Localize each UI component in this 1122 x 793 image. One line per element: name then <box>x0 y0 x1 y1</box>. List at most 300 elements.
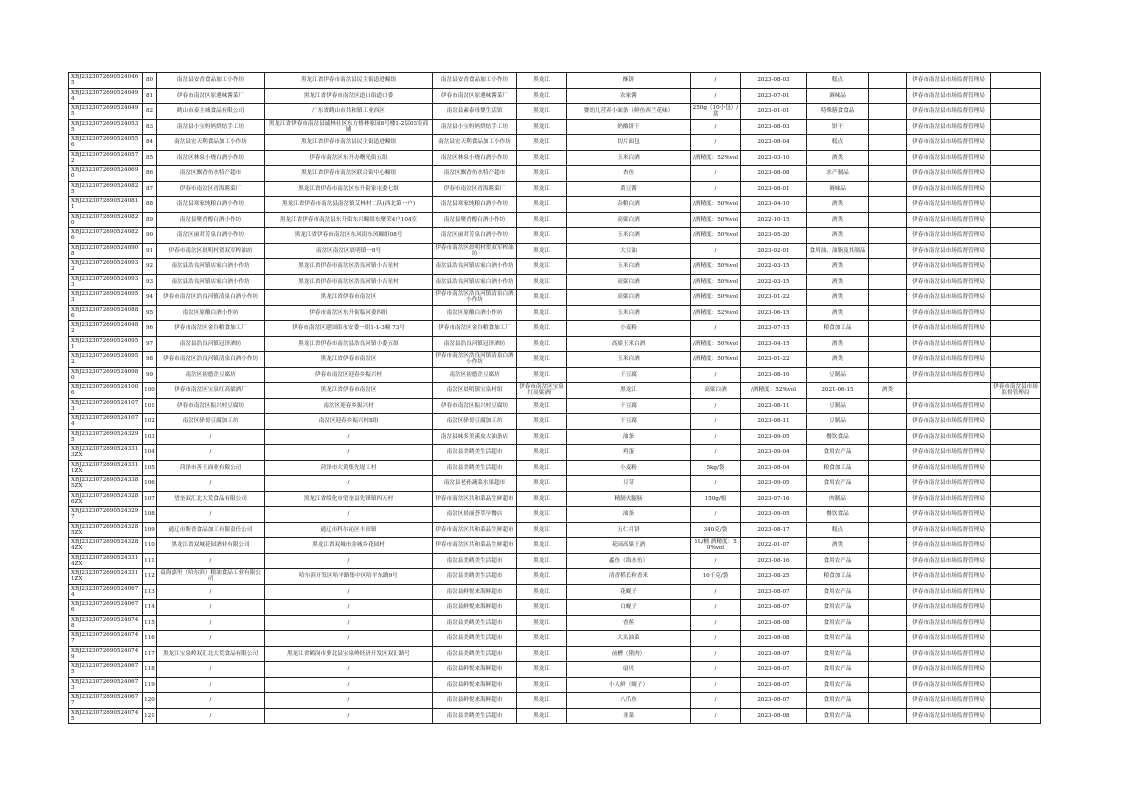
spec-cell: /酒精度：52%vol <box>691 150 741 166</box>
sampled-unit-cell: 南岔县鲜悦来海鲜超市 <box>433 693 517 709</box>
agency-cell: 伊春市南岔县市场监督管理局 <box>907 476 991 492</box>
seq-no-cell: 111 <box>143 553 157 569</box>
production-date-cell: 2022-10-15 <box>741 212 807 228</box>
seq-no-cell: 89 <box>143 212 157 228</box>
producer-name-cell: 南岔区飘香鱼水特产超市 <box>157 166 265 182</box>
sample-id-cell: XBJ23230726905240748 <box>69 615 143 631</box>
production-date-cell: 2023-07-15 <box>741 321 807 337</box>
category-cell: 酒类 <box>807 274 869 290</box>
category-cell: 食用农产品 <box>807 693 869 709</box>
remark-cell <box>991 367 1041 383</box>
category-cell: 食用油、油脂及其制品 <box>807 243 869 259</box>
sampled-unit-cell: 南岔县老孙蔬菜水果超市 <box>433 476 517 492</box>
sample-id-cell: XBJ23230726905240572 <box>69 150 143 166</box>
sampled-unit-cell: 南岔县安香食品加工小作坊 <box>433 73 517 89</box>
category-cell: 糕点 <box>807 73 869 89</box>
blank-cell <box>869 445 907 461</box>
seq-no-cell: 87 <box>143 181 157 197</box>
seq-no-cell: 103 <box>143 429 157 445</box>
sample-id-cell: XBJ23230726905240820 <box>69 212 143 228</box>
product-name-cell: 扇贝 <box>567 662 691 678</box>
category-cell: 调味品 <box>807 181 869 197</box>
agency-cell: 伊春市南岔县市场监督管理局 <box>907 445 991 461</box>
sample-id-cell: XBJ23230726905240495 <box>69 104 143 120</box>
sampled-unit-cell: 南岔县美鹤美生活超市 <box>433 708 517 724</box>
table-row <box>69 228 1041 244</box>
production-date-cell: 2023-09-05 <box>741 476 807 492</box>
producer-address-cell: 伊春市南岔区建国街永安委一组1-1-3幢 73号 <box>265 321 433 337</box>
category-cell: 酒类 <box>807 150 869 166</box>
seq-no-cell: 119 <box>143 677 157 693</box>
sample-id-cell: XBJ23230726905240825 <box>69 181 143 197</box>
product-name-cell: 大豆油 <box>567 243 691 259</box>
production-date-cell: 2023-08-04 <box>741 460 807 476</box>
category-cell: 豆制品 <box>807 398 869 414</box>
producer-address-cell: / <box>265 693 433 709</box>
blank-cell <box>869 290 907 306</box>
sampled-unit-cell: 南岔县鲜悦来海鲜超市 <box>433 662 517 678</box>
sample-id-cell: XBJ23230726905240826 <box>69 228 143 244</box>
product-name-cell: 玉米白酒 <box>567 305 691 321</box>
remark-cell <box>991 73 1041 89</box>
table-row <box>69 166 1041 182</box>
producer-address-cell: 南岔区迎春乡振兴村 <box>265 398 433 414</box>
blank-cell <box>869 352 907 368</box>
production-date-cell: 2022-01-07 <box>741 538 807 554</box>
spec-cell: / <box>691 677 741 693</box>
sampled-unit-cell: 伊春市南岔区振兴村豆腐坊 <box>433 398 517 414</box>
spec-cell: / <box>691 414 741 430</box>
producer-name-cell: / <box>157 553 265 569</box>
remark-cell <box>991 414 1041 430</box>
sampled-unit-cell: 南岔县鲜悦来海鲜超市 <box>433 677 517 693</box>
producer-address-cell: 菏泽市大黄集先堤工村 <box>265 460 433 476</box>
product-name-cell: 鸡蛋 <box>567 445 691 461</box>
producer-address-cell: 黑龙江省伊春市南岔县东升街东兴疃组东聚荣4户104室 <box>265 212 433 228</box>
province-cell: 伊春市南岔区宝泉红高粱酒厂 <box>517 383 567 399</box>
blank-cell <box>869 693 907 709</box>
production-date-cell: 2023-08-07 <box>741 677 807 693</box>
blank-cell <box>869 212 907 228</box>
sampled-unit-cell: 南岔县聚香醇白酒小作坊 <box>433 212 517 228</box>
province-cell: 黑龙江 <box>517 522 567 538</box>
table-row <box>69 398 1041 414</box>
sample-id-cell: XBJ23230726905243285ZX <box>69 522 143 538</box>
producer-address-cell: 南岔区迎春乡振兴村8组 <box>265 414 433 430</box>
remark-cell <box>991 507 1041 523</box>
blank-cell <box>869 197 907 213</box>
seq-no-cell: 80 <box>143 73 157 89</box>
province-cell: 黑龙江 <box>517 429 567 445</box>
production-date-cell: 2023-08-11 <box>741 398 807 414</box>
product-name-cell: 高粱白酒 <box>567 212 691 228</box>
production-date-cell: 2023-08-08 <box>741 708 807 724</box>
producer-address-cell: 黑龙江省伊春市南岔县民主街道进疃组 <box>265 73 433 89</box>
sample-id-cell: XBJ23230726905240482 <box>69 321 143 337</box>
category-cell: 糕点 <box>807 135 869 151</box>
sampled-unit-cell: 南岔县浩良河镇店家白酒小作坊 <box>433 259 517 275</box>
province-cell: 黑龙江 <box>517 88 567 104</box>
seq-no-cell: 110 <box>143 538 157 554</box>
spec-cell: / <box>691 429 741 445</box>
province-cell: 黑龙江 <box>517 259 567 275</box>
product-name-cell: 八爪鱼 <box>567 693 691 709</box>
table-row <box>69 414 1041 430</box>
sampled-unit-cell: 南岔区原酿白酒小作坊 <box>433 305 517 321</box>
producer-name-cell: 南岔区初德企豆腐坊 <box>157 367 265 383</box>
category-cell: 酒类 <box>807 336 869 352</box>
remark-cell <box>991 88 1041 104</box>
producer-address-cell: / <box>265 662 433 678</box>
production-date-cell: 2023-08-17 <box>741 522 807 538</box>
province-cell: 黑龙江 <box>517 166 567 182</box>
table-row <box>69 460 1041 476</box>
table-row <box>69 631 1041 647</box>
sample-id-cell: XBJ23230726905240953 <box>69 290 143 306</box>
sampled-unit-cell: 南岔县小宝妈妈烘焙手工坊 <box>433 119 517 135</box>
remark-cell <box>991 631 1041 647</box>
remark-cell <box>991 522 1041 538</box>
remark-cell <box>991 274 1041 290</box>
product-name-cell: 花园高粱王酒 <box>567 538 691 554</box>
seq-no-cell: 82 <box>143 104 157 120</box>
province-cell: 黑龙江 <box>517 73 567 89</box>
category-cell: 调味品 <box>807 88 869 104</box>
remark-cell <box>991 491 1041 507</box>
sampled-unit-cell: 南岔县寒家纯粮白酒小作坊 <box>433 197 517 213</box>
seq-no-cell: 96 <box>143 321 157 337</box>
sampled-unit-cell: 南岔区初德企豆腐坊 <box>433 367 517 383</box>
spec-cell: / <box>691 708 741 724</box>
spec-cell: / <box>691 135 741 151</box>
blank-cell <box>869 88 907 104</box>
blank-cell <box>869 429 907 445</box>
blank-cell <box>869 414 907 430</box>
product-name-cell: 小人鲜（蚬子） <box>567 677 691 693</box>
remark-cell <box>991 336 1041 352</box>
category-cell: 餐饮食品 <box>807 507 869 523</box>
spec-cell: /酒精度：50%vol <box>691 212 741 228</box>
product-name-cell: 玉米白酒 <box>567 228 691 244</box>
agency-cell: 伊春市南岔县市场监督管理局 <box>907 119 991 135</box>
sample-id-cell: XBJ23230726905243284ZX <box>69 538 143 554</box>
agency-cell: 伊春市南岔县市场监督管理局 <box>907 398 991 414</box>
table-row <box>69 104 1041 120</box>
blank-cell <box>869 538 907 554</box>
spec-cell: /酒精度：50%vol <box>691 259 741 275</box>
producer-address-cell: 黑龙江省伊春市南岔区道口街道口委 <box>265 88 433 104</box>
product-name-cell: 干豆腐 <box>567 414 691 430</box>
producer-name-cell: 南岔县浩良河镇店家白酒小作坊 <box>157 259 265 275</box>
sample-id-cell: XBJ23230726905240951 <box>69 336 143 352</box>
agency-cell: 伊春市南岔县市场监督管理局 <box>907 135 991 151</box>
sampled-unit-cell: 伊春市南岔区浩良河镇清泉白酒小作坊 <box>433 290 517 306</box>
province-cell: 黑龙江 <box>517 708 567 724</box>
sampled-unit-cell: 伊春市南岔区共和菜品生鲜超市 <box>433 491 517 507</box>
producer-address-cell: / <box>265 708 433 724</box>
producer-address-cell: 伊春市南岔区东升街临河委四组 <box>265 305 433 321</box>
category-cell: 饼干 <box>807 119 869 135</box>
category-cell: 食用农产品 <box>807 708 869 724</box>
sample-id-cell: XBJ23230726905240749 <box>69 646 143 662</box>
producer-name-cell: 南岔区林泉小烧白酒小作坊 <box>157 150 265 166</box>
production-date-cell: 2023-08-08 <box>741 631 807 647</box>
category-cell: 糕点 <box>807 522 869 538</box>
producer-address-cell: 伊春市南岔区东升办曙光街五组 <box>265 150 433 166</box>
province-cell: 黑龙江 <box>517 212 567 228</box>
sample-id-cell: XBJ23230726905240745 <box>69 708 143 724</box>
agency-cell: 伊春市南岔县市场监督管理局 <box>907 150 991 166</box>
sampled-unit-cell: 南岔县美鹤美生活超市 <box>433 615 517 631</box>
producer-address-cell: / <box>265 631 433 647</box>
remark-cell <box>991 569 1041 585</box>
product-name-cell: 高粱玉米白酒 <box>567 336 691 352</box>
blank-cell <box>869 321 907 337</box>
producer-name-cell: 伊春市南岔区浩良河镇清泉白酒小作坊 <box>157 290 265 306</box>
spec-cell: / <box>691 584 741 600</box>
product-name-cell: 杂粮白酒 <box>567 197 691 213</box>
sampled-unit-cell: 南岔区林泉小烧白酒小作坊 <box>433 150 517 166</box>
blank-cell <box>869 367 907 383</box>
sample-id-cell: XBJ23230726905243311ZX <box>69 569 143 585</box>
producer-name-cell: 伊春市南岔区晨明村贺双军榨油坊 <box>157 243 265 259</box>
spec-cell: / <box>691 119 741 135</box>
production-date-cell: 2023-09-04 <box>741 445 807 461</box>
product-name-cell: 花蚬子 <box>567 584 691 600</box>
product-name-cell: 韭菜 <box>567 708 691 724</box>
agency-cell: 伊春市南岔县市场监督管理局 <box>907 259 991 275</box>
agency-cell: 伊春市南岔县市场监督管理局 <box>907 243 991 259</box>
agency-cell: 伊春市南岔县市场监督管理局 <box>907 336 991 352</box>
province-cell: 黑龙江 <box>517 460 567 476</box>
category-cell: 食用农产品 <box>807 677 869 693</box>
category-cell: 粮食加工品 <box>807 321 869 337</box>
spec-cell: / <box>691 73 741 89</box>
spec-cell: 高粱白酒 <box>691 383 741 399</box>
spec-cell: / <box>691 88 741 104</box>
category-cell: 肉制品 <box>807 491 869 507</box>
sampled-unit-cell: 伊春市南岔区共和菜品生鲜超市 <box>433 522 517 538</box>
spec-cell: / <box>691 398 741 414</box>
seq-no-cell: 118 <box>143 662 157 678</box>
production-date-cell: 2023-08-11 <box>741 414 807 430</box>
seq-no-cell: 84 <box>143 135 157 151</box>
producer-address-cell: 黑龙江省伊春市南岔区东风街东风疃组08号 <box>265 228 433 244</box>
province-cell: 黑龙江 <box>517 150 567 166</box>
inspection-table-sheet <box>68 72 1041 724</box>
agency-cell: 伊春市南岔县市场监督管理局 <box>907 429 991 445</box>
seq-no-cell: 120 <box>143 693 157 709</box>
category-cell: 餐饮食品 <box>807 429 869 445</box>
production-date-cell: /酒精度：52%vol <box>741 383 807 399</box>
product-name-cell: 干豆腐 <box>567 367 691 383</box>
sampled-unit-cell: 南岔区丽君芳泉白酒小作坊 <box>433 228 517 244</box>
table-row <box>69 476 1041 492</box>
product-name-cell: 玉米白酒 <box>567 352 691 368</box>
blank-cell <box>869 181 907 197</box>
seq-no-cell: 113 <box>143 584 157 600</box>
seq-no-cell: 97 <box>143 336 157 352</box>
blank-cell <box>869 166 907 182</box>
spec-cell: / <box>691 445 741 461</box>
producer-address-cell: / <box>265 553 433 569</box>
agency-cell: 伊春市南岔县市场监督管理局 <box>907 460 991 476</box>
category-cell: 食用农产品 <box>807 600 869 616</box>
agency-cell: 伊春市南岔县市场监督管理局 <box>907 708 991 724</box>
sample-id-cell: XBJ23230726905240674 <box>69 584 143 600</box>
sample-id-cell: XBJ23230726905240673 <box>69 677 143 693</box>
category-cell: 豆制品 <box>807 367 869 383</box>
producer-name-cell: 南岔县浩良河镇冠泽酒坊 <box>157 336 265 352</box>
table-row <box>69 569 1041 585</box>
category-cell: 酒类 <box>807 197 869 213</box>
sample-id-cell: XBJ23230726905240886 <box>69 305 143 321</box>
agency-cell: 伊春市南岔县市场监督管理局 <box>907 321 991 337</box>
agency-cell: 伊春市南岔县市场监督管理局 <box>907 104 991 120</box>
remark-cell <box>991 212 1041 228</box>
province-cell: 黑龙江 <box>517 507 567 523</box>
agency-cell: 伊春市南岔县市场监督管理局 <box>907 228 991 244</box>
sampled-unit-cell: 南岔县美鹤美生活超市 <box>433 569 517 585</box>
production-date-cell: 2023-01-01 <box>741 104 807 120</box>
province-cell: 黑龙江 <box>517 693 567 709</box>
table-row <box>69 383 1041 399</box>
blank-cell <box>869 476 907 492</box>
agency-cell: 伊春市南岔县市场监督管理局 <box>907 305 991 321</box>
product-name-cell: 大头油菜 <box>567 631 691 647</box>
producer-address-cell: / <box>265 584 433 600</box>
production-date-cell: 2023-02-01 <box>741 243 807 259</box>
blank-cell <box>869 584 907 600</box>
table-row <box>69 677 1041 693</box>
category-cell: 粮食加工品 <box>807 460 869 476</box>
spec-cell: / <box>691 631 741 647</box>
producer-name-cell: 伊春市南岔区浩良河镇清泉白酒小作坊 <box>157 352 265 368</box>
product-name-cell: 香蕉 <box>567 615 691 631</box>
agency-cell: 伊春市南岔县市场监督管理局 <box>907 290 991 306</box>
province-cell: 黑龙江 <box>517 631 567 647</box>
producer-name-cell: / <box>157 429 265 445</box>
remark-cell <box>991 600 1041 616</box>
producer-address-cell: 黑龙江省绥化市望奎县先锋镇四五村 <box>265 491 433 507</box>
blank-cell <box>869 119 907 135</box>
seq-no-cell: 108 <box>143 507 157 523</box>
table-row <box>69 646 1041 662</box>
product-name-cell: 奶酪饼干 <box>567 119 691 135</box>
producer-name-cell: 黑龙江宝泉岭双汇北大荒食品有限公司 <box>157 646 265 662</box>
production-date-cell: 2023-01-22 <box>741 352 807 368</box>
blank-cell <box>869 646 907 662</box>
product-name-cell: 高粱白酒 <box>567 274 691 290</box>
producer-name-cell: 伊春市南岔区宝泉红高粱酒厂 <box>157 383 265 399</box>
sampled-unit-cell: 伊春市南岔区晨明村贺双军榨油坊 <box>433 243 517 259</box>
producer-address-cell: / <box>265 677 433 693</box>
spec-cell: / <box>691 367 741 383</box>
category-cell: 酒类 <box>807 228 869 244</box>
remark-cell <box>991 243 1041 259</box>
spec-cell: / <box>691 181 741 197</box>
producer-address-cell: 黑龙江省双城市金城乡花园村 <box>265 538 433 554</box>
seq-no-cell: 109 <box>143 522 157 538</box>
table-row <box>69 445 1041 461</box>
seq-no-cell: 86 <box>143 166 157 182</box>
producer-address-cell: 黑龙江省伊春市南岔区浩良河镇小吉星村 <box>265 274 433 290</box>
production-date-cell: 2023-08-10 <box>741 367 807 383</box>
seq-no-cell: 116 <box>143 631 157 647</box>
table-row <box>69 290 1041 306</box>
table-row <box>69 181 1041 197</box>
table-row <box>69 259 1041 275</box>
spec-cell: / <box>691 600 741 616</box>
blank-cell <box>869 708 907 724</box>
producer-name-cell: 黑龙江省双城花园酒业有限公司 <box>157 538 265 554</box>
spec-cell: /酒精度：50%vol <box>691 336 741 352</box>
sample-id-cell: XBJ23230726905241073 <box>69 398 143 414</box>
sample-id-cell: XBJ23230726905240675 <box>69 662 143 678</box>
agency-cell: 伊春市南岔县市场监督管理局 <box>907 367 991 383</box>
province-cell: 黑龙江 <box>517 677 567 693</box>
table-row <box>69 708 1041 724</box>
sampled-unit-cell: 南岔区晨丽荟萃早餐店 <box>433 507 517 523</box>
sample-id-cell: XBJ23230726905240676 <box>69 600 143 616</box>
remark-cell <box>991 646 1041 662</box>
product-name-cell: 高粱白酒 <box>567 290 691 306</box>
producer-name-cell: 南岔县聚香醇白酒小作坊 <box>157 212 265 228</box>
spec-cell: / <box>691 166 741 182</box>
seq-no-cell: 101 <box>143 398 157 414</box>
blank-cell <box>869 104 907 120</box>
province-cell: 黑龙江 <box>517 476 567 492</box>
remark-cell <box>991 104 1041 120</box>
seq-no-cell: 100 <box>143 383 157 399</box>
table-row <box>69 429 1041 445</box>
table-row <box>69 615 1041 631</box>
blank-cell <box>869 553 907 569</box>
producer-name-cell: 南岔区驿哥豆腐加工坊 <box>157 414 265 430</box>
remark-cell <box>991 181 1041 197</box>
category-cell: 酒类 <box>807 538 869 554</box>
sample-id-cell: XBJ23230726905243313ZX <box>69 445 143 461</box>
producer-name-cell: 南岔县宏天利食品加工小作坊 <box>157 135 265 151</box>
producer-address-cell: 黑龙江省伊春市南岔区东升街家屯委七组 <box>265 181 433 197</box>
province-cell: 黑龙江 <box>517 569 567 585</box>
sampled-unit-cell: 南岔县美鹤美生活超市 <box>433 553 517 569</box>
remark-cell <box>991 693 1041 709</box>
product-name-cell: 农家酱 <box>567 88 691 104</box>
spec-cell: /酒精度：50%vol <box>691 290 741 306</box>
agency-cell <box>907 383 991 399</box>
spec-cell: / <box>691 243 741 259</box>
category-cell: 食用农产品 <box>807 553 869 569</box>
table-row <box>69 243 1041 259</box>
product-name-cell: 玉米白酒 <box>567 259 691 275</box>
agency-cell: 伊春市南岔县市场监督管理局 <box>907 73 991 89</box>
seq-no-cell: 115 <box>143 615 157 631</box>
spec-cell: / <box>691 553 741 569</box>
sample-id-cell: XBJ23230726905240933 <box>69 274 143 290</box>
producer-name-cell: 南岔县安香食品加工小作坊 <box>157 73 265 89</box>
producer-address-cell: / <box>265 507 433 523</box>
product-name-cell: 精制火腿肠 <box>567 491 691 507</box>
table-row <box>69 600 1041 616</box>
seq-no-cell: 117 <box>143 646 157 662</box>
product-name-cell: 清香稻长粒香米 <box>567 569 691 585</box>
producer-name-cell: / <box>157 476 265 492</box>
table-row <box>69 212 1041 228</box>
seq-no-cell: 88 <box>143 197 157 213</box>
agency-cell: 伊春市南岔县市场监督管理局 <box>907 662 991 678</box>
sample-id-cell: XBJ23230726905240811 <box>69 197 143 213</box>
